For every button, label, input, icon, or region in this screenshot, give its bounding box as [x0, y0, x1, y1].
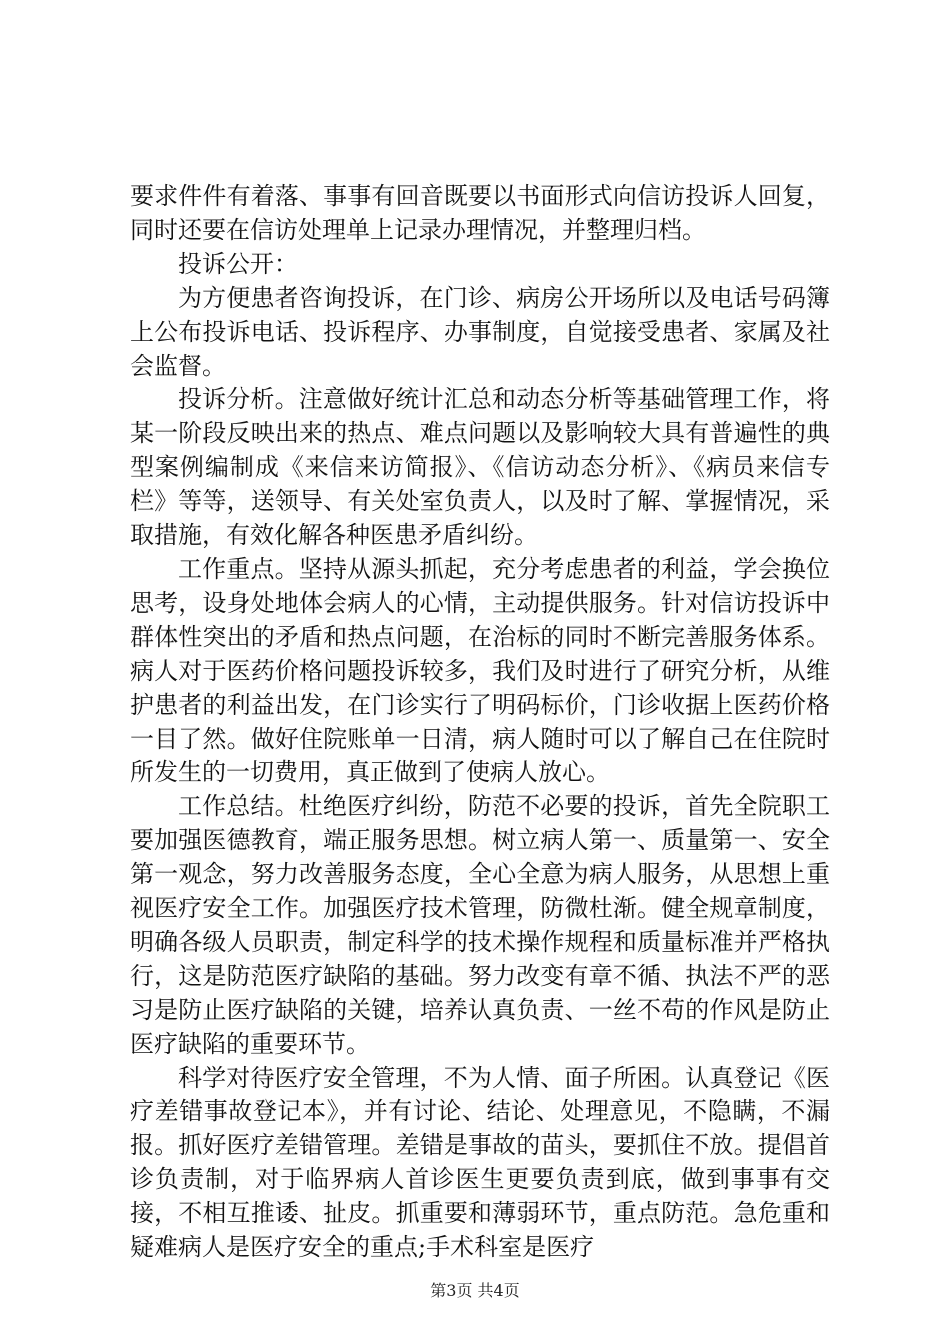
document-body [130, 180, 830, 1265]
paragraph-complaint-analysis: 投诉分析。注意做好统计汇总和动态分析等基础管理工作，将某一阶段反映出来的热点、难点问题以及影响较大具有普遍性的典型案例编制成《来信来访简报》、《信访动态分析》、《病员来信专栏》等等，送领导、有关处室负责人，以及时了解、掌握情况，采取措施，有效化解各种医患矛盾纠纷。 [130, 385, 830, 550]
paragraph-work-focus: 工作重点。坚持从源头抓起，充分考虑患者的利益，学会换位思考，设身处地体会病人的心情，主动提供服务。针对信访投诉中群体性突出的矛盾和热点问题，在治标的同时不断完善服务体系。病人对于医药价格问题投诉较多，我们及时进行了研究分析，从维护患者的利益出发，在门诊实行了明码标价，门诊收据上医药价格一目了然。做好住院账单一日清，病人随时可以了解自己在住院时所发生的一切费用，真正做到了使病人放心。 [130, 554, 830, 787]
paragraph-complaint-public: 为方便患者咨询投诉，在门诊、病房公开场所以及电话号码簿上公布投诉电话、投诉程序、办事制度，自觉接受患者、家属及社会监督。 [130, 283, 830, 380]
paragraph-safety-management: 科学对待医疗安全管理，不为人情、面子所困。认真登记《医疗差错事故登记本》，并有讨论、结论、处理意见，不隐瞒，不漏报。抓好医疗差错管理。差错是事故的苗头，要抓住不放。提倡首诊负责制，对于临界病人首诊医生更要负责到底，做到事事有交接，不相互推诿、扯皮。抓重要和薄弱环节，重点防范。急危重和疑难病人是医疗安全的重点;手术科室是医疗 [130, 1063, 830, 1262]
paragraph-continued: 要求件件有着落、事事有回音既要以书面形式向信访投诉人回复，同时还要在信访处理单上记录办理情况，并整理归档。 [130, 182, 830, 244]
page-number-footer: 第3页 共4页 [430, 1281, 520, 1300]
paragraph-work-summary: 工作总结。杜绝医疗纠纷，防范不必要的投诉，首先全院职工要加强医德教育，端正服务思想。树立病人第一、质量第一、安全第一观念，努力改善服务态度，全心全意为病人服务，从思想上重视医疗安全工作。加强医疗技术管理，防微杜渐。健全规章制度，明确各级人员职责，制定科学的技术操作规程和质量标准并严格执行，这是防范医疗缺陷的基础。努力改变有章不循、执法不严的恶习是防止医疗缺陷的关键，培养认真负责、一丝不苟的作风是防止医疗缺陷的重要环节。 [130, 792, 830, 1058]
paragraph-complaint-public-heading: 投诉公开： [178, 249, 298, 278]
